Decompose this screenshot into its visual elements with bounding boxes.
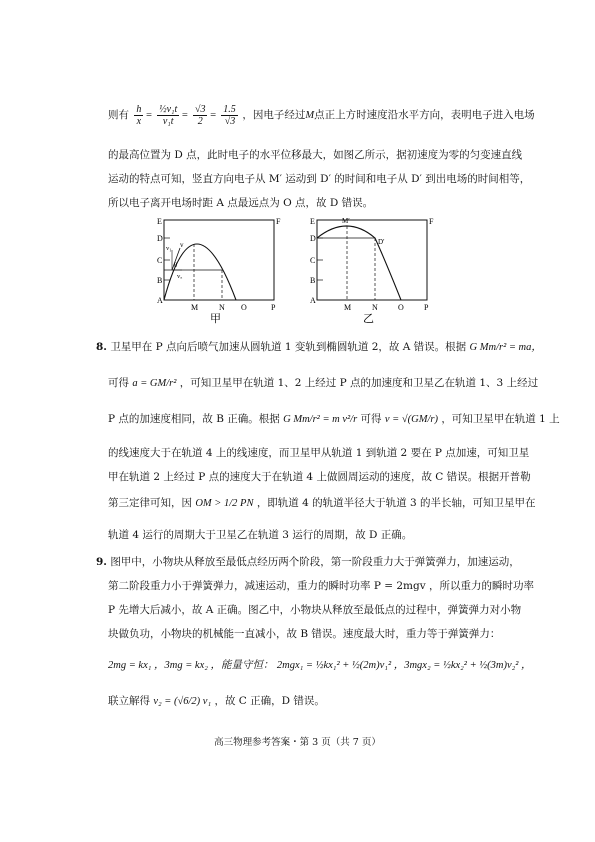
para9-line6: 联立解得 v₂ = (√6/2) v₁ ，故 C 正确，D 错误。 bbox=[108, 695, 325, 707]
label-C: C bbox=[157, 256, 163, 265]
page-footer: 高三物理参考答案・第 3 页（共 7 页） bbox=[214, 737, 381, 748]
label-O: O bbox=[398, 303, 404, 312]
figure-yi-caption: 乙 bbox=[363, 313, 374, 325]
para8-line6: 第三定律可知，因 OM > 1/2 PN ，即轨道 4 的轨道半径大于轨道 3 的半长轴，可知卫星甲在 bbox=[108, 497, 536, 509]
formula-om-pn: OM > 1/2 PN bbox=[195, 498, 254, 509]
label-v1: v₁ bbox=[166, 245, 172, 252]
para7-lead: 则有 bbox=[108, 108, 129, 121]
formula-energy-conservation: 2mgx₁ = ½kx₁² + ½(2m)v₁² ，3mgx₂ = ½kx₂² + ½(3m)v₂² ， bbox=[276, 660, 532, 671]
formula-a: a = GM/r² bbox=[132, 378, 177, 389]
para8-line3: P 点的加速度相同，故 B 正确。根据 G Mm/r² = m v²/r 可得 v = √(GM/r) ，可知卫星甲在轨道 1 上 bbox=[108, 413, 560, 425]
label-P: P bbox=[424, 303, 429, 312]
label-M-prime: M′ bbox=[342, 217, 350, 225]
formula-v: v = √(GM/r) bbox=[384, 414, 438, 425]
figure-jia-caption: 甲 bbox=[210, 313, 221, 325]
label-B: B bbox=[310, 276, 316, 285]
figure-yi bbox=[303, 214, 443, 326]
label-D-prime: D′ bbox=[378, 238, 385, 246]
para7-line2: 的最高位置为 D 点，此时电子的水平位移最大，如图乙所示，据初速度为零的匀变速直线 bbox=[108, 149, 523, 161]
label-P: P bbox=[271, 303, 276, 312]
figure-jia bbox=[150, 214, 290, 326]
label-F: F bbox=[276, 217, 281, 226]
para9-line3: P 先增大后减小，故 A 正确。图乙中，小物块从释放至最低点的过程中，弹簧弹力对小物 bbox=[108, 604, 522, 616]
para8-line5: 甲在轨道 2 上经过 P 点的速度大于在轨道 4 上做圆周运动的速度，故 C 错误。根据开普勒 bbox=[108, 471, 531, 483]
formula-equilibrium: 2mg = kx₁ ，3mg = kx₂ ，能量守恒： bbox=[108, 660, 274, 671]
label-N: N bbox=[219, 303, 225, 312]
formula-centripetal: G Mm/r² = m v²/r bbox=[283, 414, 358, 425]
label-N: N bbox=[372, 303, 378, 312]
label-F: F bbox=[429, 217, 434, 226]
item-number-8: 8. bbox=[96, 341, 107, 353]
label-E: E bbox=[310, 217, 315, 226]
para8-line2: 可得 a = GM/r² ，可知卫星甲在轨道 1、2 上经过 P 点的加速度和卫星乙在轨道 1、3 上经过 bbox=[108, 377, 539, 389]
label-O: O bbox=[241, 303, 247, 312]
label-A: A bbox=[310, 296, 316, 305]
label-C: C bbox=[310, 256, 316, 265]
label-E: E bbox=[157, 217, 162, 226]
para7-line1: 则有 $\frac{h}{x}$ = $\frac{\text{½v₁t}}{\text{v₁t}}$ = $\frac{√3}{2}$ = $\frac{1.5}{√3}$ ，因电子经过M点正上方时速度沿水平方向，表明电子进入电场 bbox=[108, 104, 535, 127]
para9-line5 bbox=[108, 658, 532, 673]
para7-line4: 所以电子离开电场时距 A 点最远点为 O 点，故 D 错误。 bbox=[108, 197, 374, 209]
para8-line7: 轨道 4 运行的周期大于卫星乙在轨道 3 运行的周期，故 D 正确。 bbox=[108, 529, 413, 541]
label-A: A bbox=[157, 296, 163, 305]
label-v: v bbox=[180, 241, 184, 249]
item-number-9: 9. bbox=[96, 556, 107, 568]
label-vx: vₓ bbox=[177, 273, 183, 280]
label-M: M bbox=[191, 303, 199, 312]
label-D: D bbox=[310, 234, 316, 243]
formula-gravity-ma: G Mm/r² = ma， bbox=[469, 342, 542, 353]
label-theta: θ bbox=[174, 262, 178, 269]
label-B: B bbox=[157, 276, 163, 285]
para7-line3: 运动的特点可知，竖直方向电子从 M′ 运动到 D′ 的时间和电子从 D′ 到出电场的时间相等， bbox=[108, 173, 531, 185]
para8-line4: 的线速度大于在轨道 4 上的线速度，而卫星甲从轨道 1 到轨道 2 要在 P 点加速，可知卫星 bbox=[108, 447, 530, 459]
formula-v2: v₂ = (√6/2) v₁ bbox=[153, 696, 212, 707]
label-M: M bbox=[344, 303, 352, 312]
para8-line1: 8. 卫星甲在 P 点向后喷气加速从圆轨道 1 变轨到椭圆轨道 2，故 A 错误。根据 G Mm/r² = ma， bbox=[96, 341, 542, 353]
label-D: D bbox=[157, 234, 163, 243]
para9-line2: 第二阶段重力小于弹簧弹力，减速运动，重力的瞬时功率 P = 2mgv ，所以重力的瞬时功率 bbox=[108, 580, 535, 592]
para9-line1: 9. 图甲中，小物块从释放至最低点经历两个阶段，第一阶段重力大于弹簧弹力，加速运动， bbox=[96, 556, 520, 568]
formula-h-over-x: $\frac{h}{x}$ = $\frac{\text{½v₁t}}{\text{v₁t}}$ = $\frac{√3}{2}$ = $\frac{1.5}{√3}$ bbox=[136, 104, 236, 127]
para9-line4: 块做负功，小物块的机械能一直减小，故 B 错误。速度最大时，重力等于弹簧弹力： bbox=[108, 628, 501, 640]
